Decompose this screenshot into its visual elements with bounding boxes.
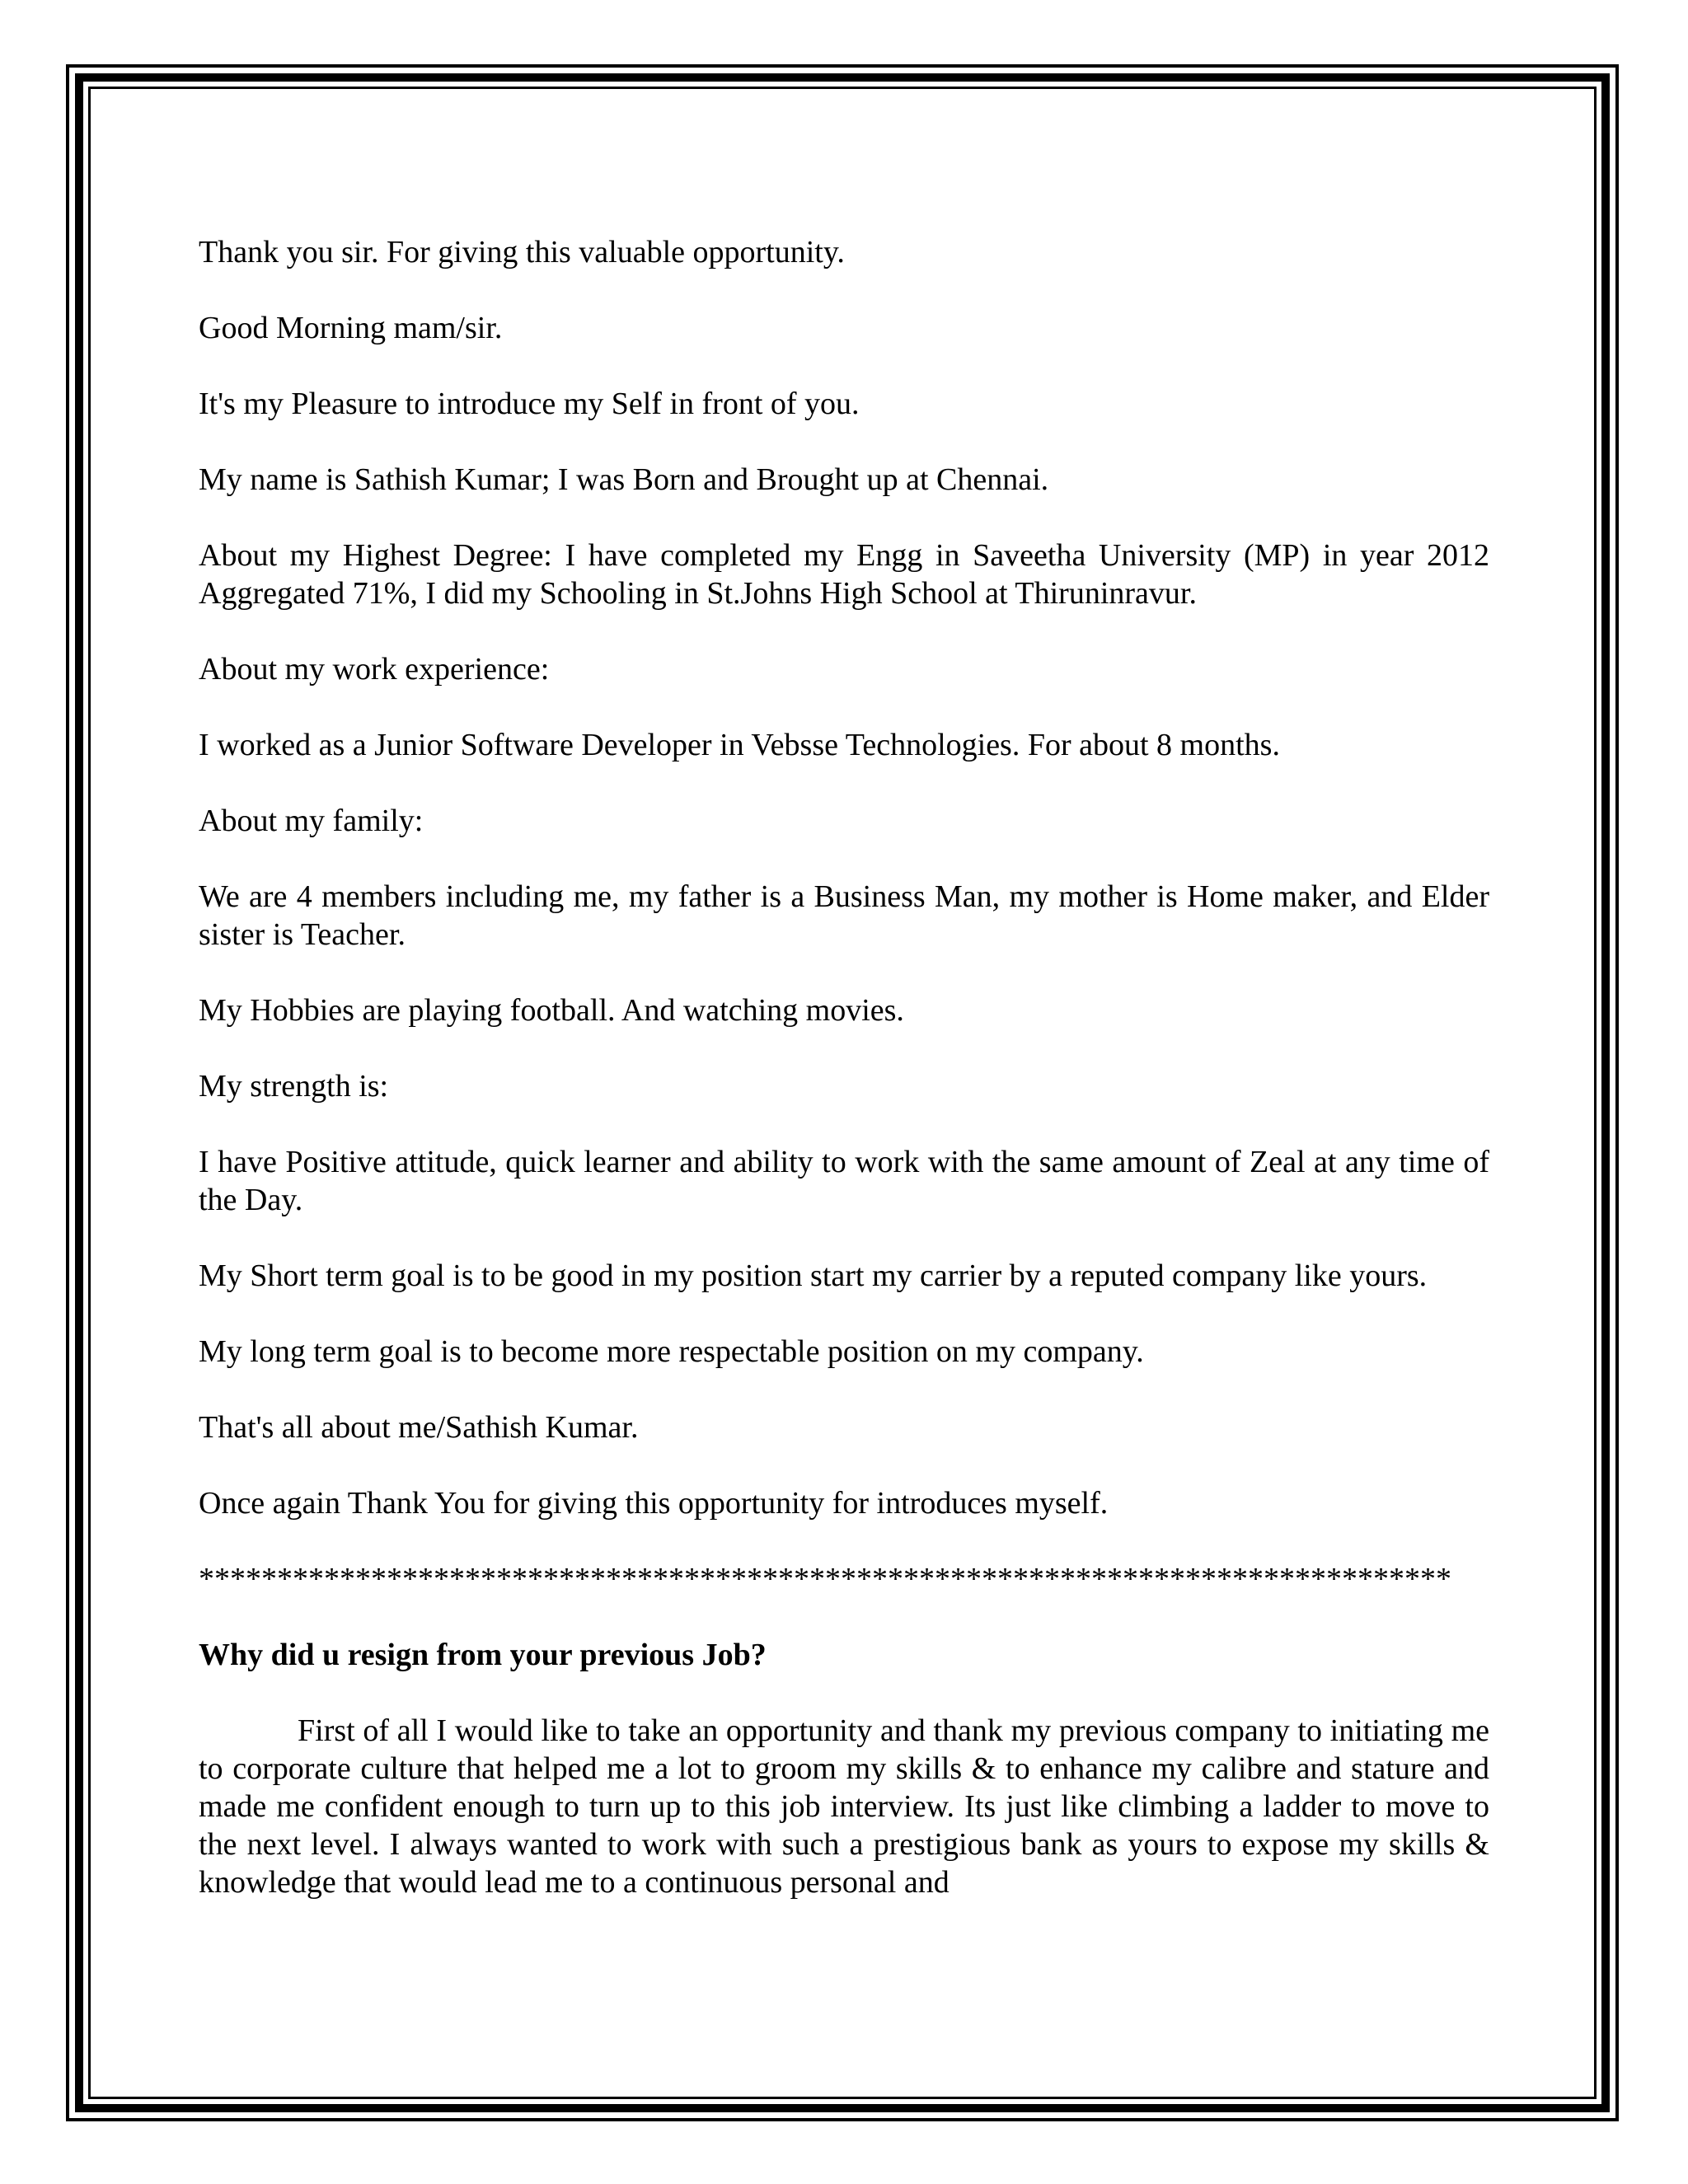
paragraph-introduction: It's my Pleasure to introduce my Self in front of you. [199,387,860,421]
paragraph-closing: That's all about me/Sathish Kumar. [199,1410,639,1445]
paragraph-hobbies: My Hobbies are playing football. And watching movies. [199,993,904,1028]
paragraph-strength-heading: My strength is: [199,1069,389,1104]
paragraph-long-term-goal: My long term goal is to become more respectable position on my company. [199,1334,1144,1369]
paragraph-greeting: Good Morning mam/sir. [199,311,503,345]
separator-line: ******************************************************************************** [199,1562,1451,1596]
paragraph-work-heading: About my work experience: [199,652,550,687]
paragraph-work-experience: I worked as a Junior Software Developer in Vebsse Technologies. For about 8 months. [199,728,1280,762]
answer-paragraph: First of all I would like to take an opportunity and thank my previous company to initiating me to corporate culture that helped me a lot to groom my skills & to enhance my calibre and stature and made me confident enough to turn up to this job interview. Its just like climbing a ladder to move to the next level. I always wanted to work with such a prestigious bank as yours to expose my skills & knowledge that would lead me to a continuous personal and [199,1713,1489,1900]
document-body [199,233,1489,1939]
paragraph-short-term-goal: My Short term goal is to be good in my position start my carrier by a reputed company like yours. [199,1258,1428,1293]
paragraph-thanks-again: Once again Thank You for giving this opportunity for introduces myself. [199,1486,1109,1521]
question-heading: Why did u resign from your previous Job? [199,1638,767,1672]
paragraph-thank-you: Thank you sir. For giving this valuable opportunity. [199,235,845,269]
paragraph-name: My name is Sathish Kumar; I was Born and Brought up at Chennai. [199,462,1049,497]
paragraph-family-heading: About my family: [199,804,424,838]
paragraph-strength: I have Positive attitude, quick learner and ability to work with the same amount of Zeal at any time of the Day. [199,1145,1489,1217]
paragraph-family: We are 4 members including me, my father is a Business Man, my mother is Home maker, and Elder sister is Teacher. [199,879,1489,952]
paragraph-education: About my Highest Degree: I have completed my Engg in Saveetha University (MP) in year 2012 Aggregated 71%, I did my Schooling in St.Johns High School at Thiruninravur. [199,538,1489,611]
